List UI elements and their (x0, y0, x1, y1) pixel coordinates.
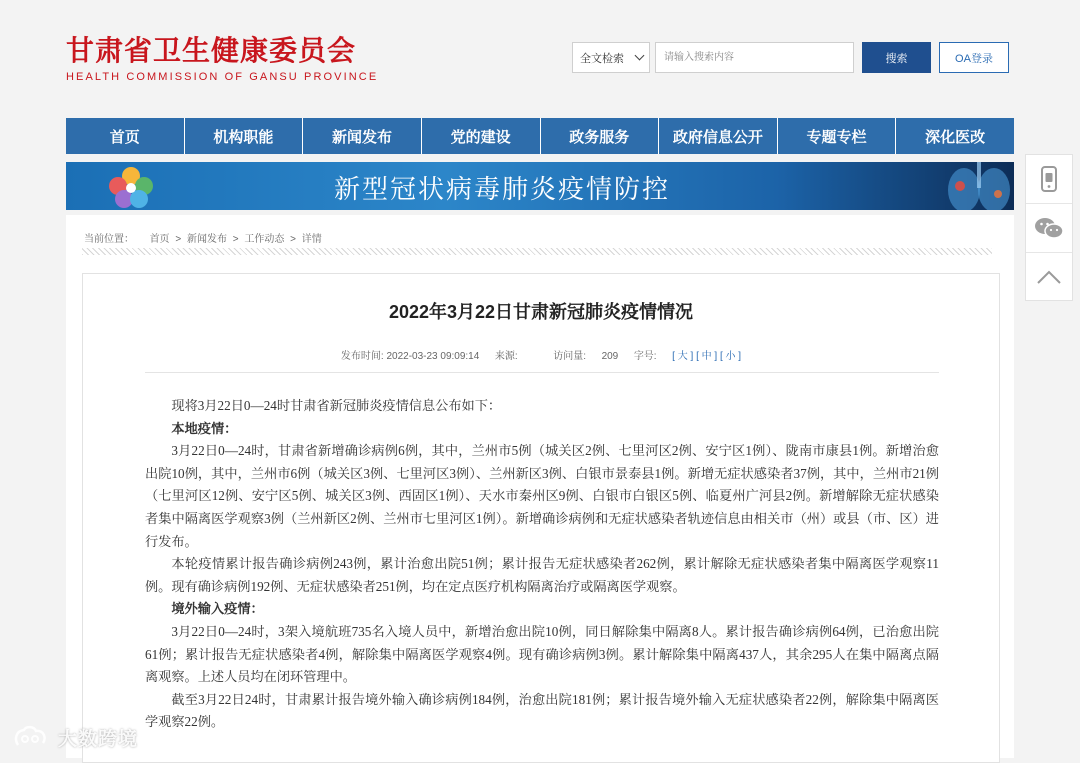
watermark-text: 大数跨境 (58, 729, 139, 750)
nav-item-info-disclosure[interactable]: 政府信息公开 (659, 118, 778, 154)
chevron-down-icon (635, 51, 645, 61)
views-label: 访问量: (553, 351, 586, 362)
mobile-version-button[interactable] (1026, 155, 1072, 204)
oa-login-button[interactable]: OA登录 (939, 42, 1009, 73)
main-nav (66, 118, 1014, 154)
article-title: 2022年3月22日甘肃新冠肺炎疫情情况 (388, 302, 694, 322)
back-to-top-button[interactable] (1026, 253, 1072, 301)
search-scope-select[interactable] (572, 42, 650, 73)
article-paragraph: 截至3月22日24时，甘肃累计报告境外输入确诊病例184例，治愈出院181例；累计报告境外输入无症状感染者22例，解除集中隔离医学观察22例。 (145, 691, 939, 730)
article-paragraph: 3月22日0—24时，甘肃省新增确诊病例6例，其中，兰州市5例（城关区2例、七里河区2例、安宁区1例）、陇南市康县1例。新增治愈出院10例，其中，兰州市6例（城关区3例、七里河区3例）、兰州新区3例、白银市景泰县1例。新增无症状感染者37例，其中，兰州市21例（七里河区12例、安宁区5例、城关区3例、西固区1例）、天水市秦州区9例、白银市白银区5例、临夏州广河县2例。新增解除无症状感染者集中隔离医学观察3例（兰州新区2例、兰州市七里河区1例）。新增确诊病例和无症状感染者轨迹信息由相关市（州）或县（市、区）进行发布。 (145, 443, 939, 549)
search-button[interactable]: 搜索 (862, 42, 931, 73)
font-size-medium-button[interactable]: [ 中 ] (696, 351, 718, 362)
article-body (145, 395, 939, 734)
breadcrumb-label: 当前位置： (84, 234, 134, 245)
hatch-divider (82, 248, 992, 255)
covid-banner[interactable] (66, 162, 1014, 210)
article-paragraph: 现将3月22日0—24时甘肃省新冠肺炎疫情信息公布如下： (171, 398, 502, 413)
article (82, 273, 1000, 763)
breadcrumb (84, 230, 322, 245)
breadcrumb-separator: > (290, 234, 296, 245)
nav-item-functions[interactable]: 机构职能 (185, 118, 304, 154)
breadcrumb-separator: > (232, 234, 239, 245)
nav-item-special-topics[interactable]: 专题专栏 (778, 118, 897, 154)
site-logo[interactable] (66, 34, 378, 83)
logo-chinese-title: 甘肃省卫生健康委员会 (66, 35, 357, 66)
flower-emblem-icon (96, 164, 166, 210)
banner-title: 新型冠状病毒肺炎疫情防控 (334, 174, 671, 204)
breadcrumb-detail: 详情 (301, 234, 322, 245)
source-label: 来源: (494, 351, 518, 362)
nav-item-medical-reform[interactable]: 深化医改 (925, 128, 986, 146)
article-section-heading: 本地疫情： (171, 420, 238, 436)
breadcrumb-home[interactable]: 首页 (149, 234, 170, 245)
watermark-logo-icon (12, 725, 52, 751)
breadcrumb-separator: > (175, 234, 182, 245)
search-input[interactable] (655, 42, 854, 73)
wechat-icon (1034, 216, 1064, 240)
nav-item-home[interactable]: 首页 (66, 118, 185, 154)
wechat-button[interactable] (1026, 204, 1072, 253)
back-to-top-icon (1036, 269, 1062, 285)
breadcrumb-work-updates[interactable]: 工作动态 (244, 234, 285, 245)
article-section-heading: 境外输入疫情： (171, 601, 264, 617)
watermark (12, 724, 138, 751)
font-size-small-button[interactable]: [ 小 ] (719, 351, 742, 362)
content-container (66, 215, 1014, 758)
font-size-large-button[interactable]: [ 大 ] (672, 351, 694, 362)
article-divider (145, 372, 939, 373)
nav-item-news[interactable]: 新闻发布 (303, 118, 422, 154)
breadcrumb-news[interactable]: 新闻发布 (186, 234, 227, 245)
article-paragraph: 本轮疫情累计报告确诊病例243例，累计治愈出院51例；累计报告无症状感染者262例，累计解除无症状感染者集中隔离医学观察11例。现有确诊病例192例、无症状感染者251例，均在定点医疗机构隔离治疗或隔离医学观察。 (145, 556, 939, 594)
search-scope-value: 全文检索 (580, 52, 624, 65)
article-meta (83, 347, 999, 362)
side-toolbar (1025, 154, 1073, 301)
views-count: 209 (601, 351, 619, 362)
publish-time: 2022-03-23 09:09:14 (386, 351, 480, 362)
publish-time-label: 发布时间: (340, 351, 384, 362)
logo-english-title: HEALTH COMMISSION OF GANSU PROVINCE (66, 71, 379, 83)
nav-item-services[interactable]: 政务服务 (541, 118, 660, 154)
font-size-label: 字号: (633, 351, 657, 362)
lungs-icon (894, 162, 1014, 210)
article-paragraph: 3月22日0—24时，3架入境航班735名入境人员中，新增治愈出院10例，同日解除集中隔离8人。累计报告确诊病例64例，已治愈出院61例；累计报告无症状感染者4例，解除集中隔离医学观察4例。现有确诊病例3例。累计解除集中隔离437人，其余295人在集中隔离点隔离观察。上述人员均在闭环管理中。 (145, 623, 939, 685)
mobile-icon (1038, 166, 1060, 192)
nav-item-party[interactable]: 党的建设 (422, 118, 541, 154)
